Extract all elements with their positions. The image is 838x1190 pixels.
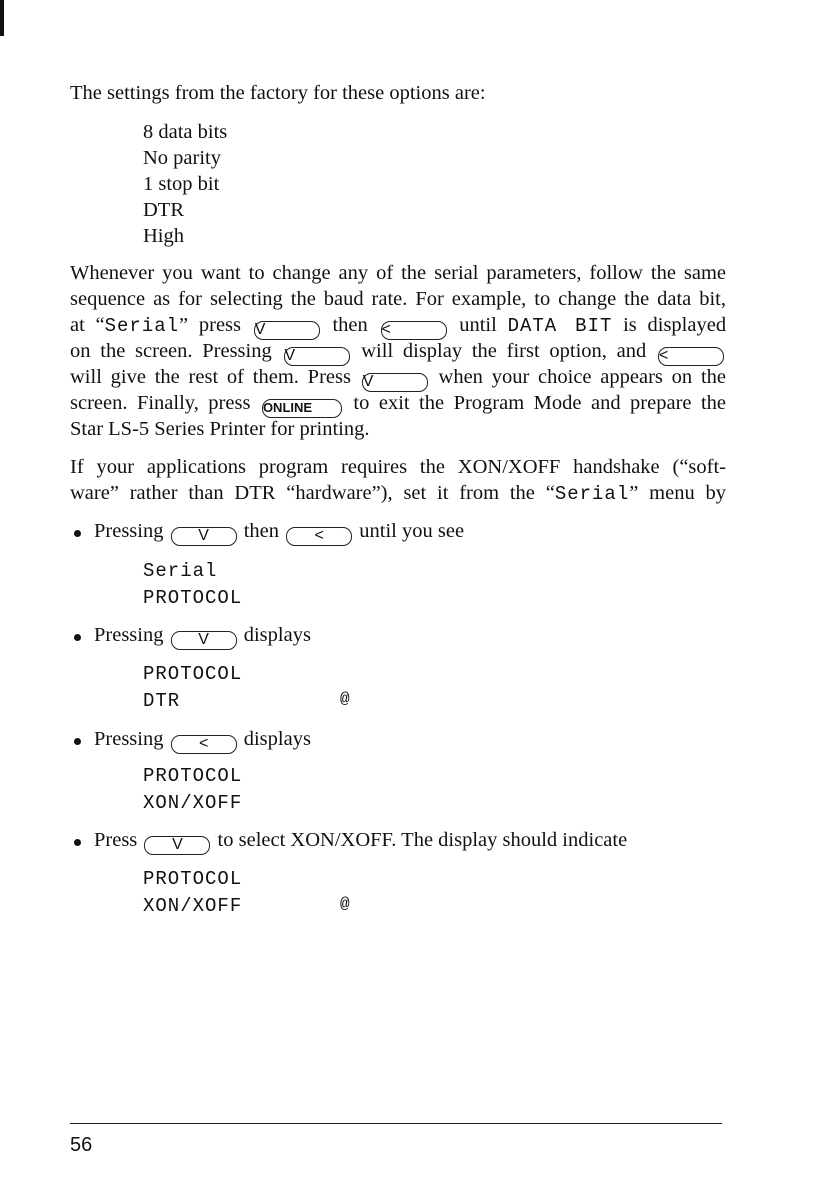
para1-line: will give the rest of them. Press V when your choice appears on the: [70, 366, 727, 390]
display-line: PROTOCOL: [143, 663, 243, 685]
selected-marker: @: [340, 690, 351, 708]
display-line: Serial: [143, 560, 218, 582]
left-key-icon: <: [171, 735, 237, 754]
step-text: Pressing V displays: [94, 624, 311, 648]
down-key-icon: V: [362, 373, 428, 392]
para1-line: on the screen. Pressing V will display the first option, and <: [70, 340, 726, 366]
display-line: PROTOCOL: [143, 868, 243, 890]
page-number: 56: [70, 1134, 93, 1156]
left-key-icon: <: [286, 527, 352, 546]
display-line: PROTOCOL: [143, 765, 243, 787]
para1-line: at “Serial” press V then < until DATA BIT is displayed: [70, 314, 727, 338]
default-setting: 8 data bits: [143, 121, 228, 143]
display-line: XON/XOFF: [143, 792, 243, 814]
bullet-icon: [74, 839, 81, 846]
default-setting: No parity: [143, 147, 221, 169]
down-key-icon: V: [284, 347, 350, 366]
display-line: DTR: [143, 690, 181, 712]
down-key-icon: V: [254, 321, 320, 340]
crop-mark: [0, 0, 4, 36]
para1-line: Whenever you want to change any of the serial parameters, follow the same: [70, 262, 726, 284]
down-key-icon: V: [171, 527, 237, 546]
para1-line: screen. Finally, press ONLINE to exit the Program Mode and prepare the: [70, 392, 726, 418]
para1-line: Star LS-5 Series Printer for printing.: [70, 418, 370, 440]
step-text: Pressing < displays: [94, 728, 311, 752]
para2-line: ware” rather than DTR “hardware”), set it from the “Serial” menu by: [70, 482, 727, 505]
default-setting: DTR: [143, 199, 184, 221]
default-setting: High: [143, 225, 184, 247]
bullet-icon: [74, 738, 81, 745]
default-setting: 1 stop bit: [143, 173, 220, 195]
code-serial: Serial: [104, 315, 180, 337]
para1-line: sequence as for selecting the baud rate. For example, to change the data bit,: [70, 288, 726, 310]
down-key-icon: V: [144, 836, 210, 855]
left-key-icon: <: [381, 321, 447, 340]
step-text: Pressing V then < until you see: [94, 520, 465, 544]
left-key-icon: <: [658, 347, 724, 366]
intro-text: The settings from the factory for these options are:: [70, 82, 486, 104]
para2-line: If your applications program requires the XON/XOFF handshake (“soft-: [70, 456, 726, 478]
online-key-icon: ONLINE: [262, 399, 342, 418]
code-data-bit: DATA BIT: [507, 315, 613, 337]
step-text: Press V to select XON/XOFF. The display should indicate: [94, 829, 628, 853]
down-key-icon: V: [171, 631, 237, 650]
display-line: PROTOCOL: [143, 587, 243, 609]
footer-rule: [70, 1123, 722, 1124]
display-line: XON/XOFF: [143, 895, 243, 917]
code-serial: Serial: [554, 483, 630, 505]
selected-marker: @: [340, 895, 351, 913]
bullet-icon: [74, 530, 81, 537]
bullet-icon: [74, 634, 81, 641]
